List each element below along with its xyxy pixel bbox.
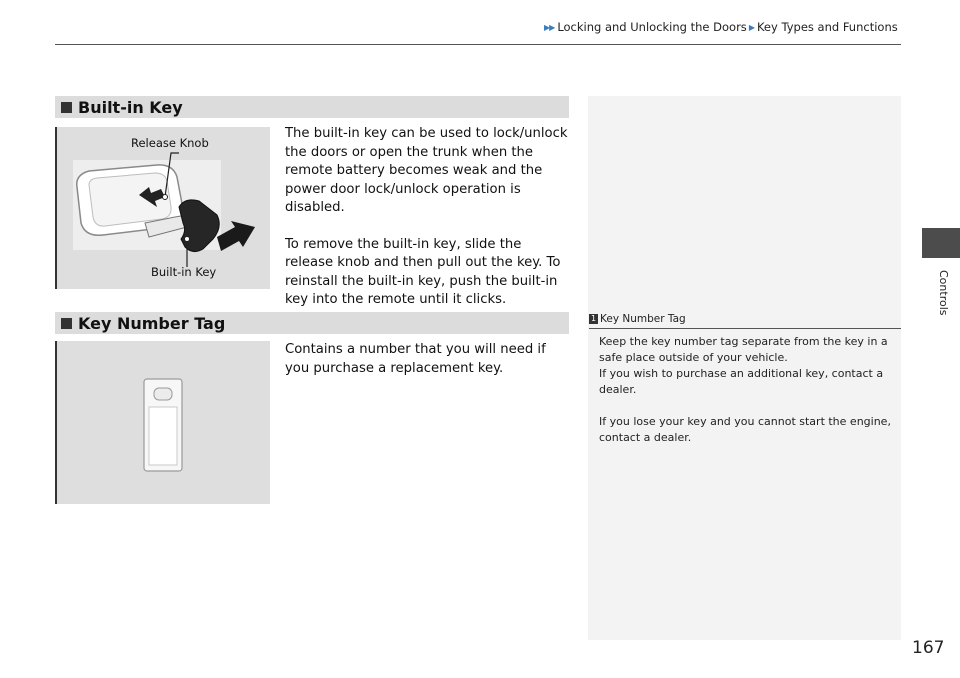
- pull-out-arrow-icon: [217, 221, 255, 251]
- square-bullet-icon: [61, 102, 72, 113]
- key-number-tag-figure: [55, 341, 270, 504]
- note-body: [599, 334, 894, 446]
- paragraph: To remove the built-in key, slide the release knob and then pull out the key. To reinstall the built-in key, push the built-in key into the remote until it clicks.: [285, 236, 561, 307]
- breadcrumb: [544, 20, 898, 34]
- breadcrumb-locking[interactable]: Locking and Unlocking the Doors: [557, 20, 747, 34]
- paragraph: Contains a number that you will need if you purchase a replacement key.: [285, 342, 546, 376]
- arrow-icon: ▶: [748, 22, 754, 32]
- note-paragraph: If you wish to purchase an additional key, contact a dealer.: [599, 367, 884, 396]
- paragraph: The built-in key can be used to lock/unlock the doors or open the trunk when the remote battery becomes weak and the power door lock/unlock operation is disabled.: [285, 126, 568, 215]
- section-heading-built-in-key: [55, 96, 569, 118]
- built-in-key-figure: [55, 127, 270, 289]
- section-heading-key-number-tag: [55, 312, 569, 334]
- chapter-tab-marker: [922, 228, 960, 258]
- built-in-key-text: [285, 125, 570, 310]
- note-title: Key Number Tag: [600, 313, 686, 325]
- breadcrumb-key-types[interactable]: Key Types and Functions: [756, 20, 898, 34]
- note-marker-icon: 1: [590, 314, 597, 323]
- section-title: Key Number Tag: [78, 313, 226, 333]
- key-tag-illustration: [57, 341, 270, 504]
- note-paragraph: If you lose your key and you cannot start the engine, contact a dealer.: [599, 415, 891, 444]
- chapter-label-text: Controls: [937, 270, 950, 316]
- callout-built-in-key: Built-in Key: [151, 265, 217, 279]
- key-number-tag-icon: [144, 379, 182, 471]
- double-arrow-icon: ▶▶: [544, 22, 555, 32]
- page-number: 167: [912, 638, 945, 658]
- square-bullet-icon: [61, 318, 72, 329]
- header-rule: [55, 44, 901, 45]
- note-paragraph: Keep the key number tag separate from the key in a safe place outside of your vehicle.: [599, 335, 888, 364]
- note-heading: [589, 313, 901, 329]
- callout-release-knob: Release Knob: [131, 136, 209, 150]
- key-number-tag-text: [285, 341, 570, 378]
- section-title: Built-in Key: [78, 97, 183, 117]
